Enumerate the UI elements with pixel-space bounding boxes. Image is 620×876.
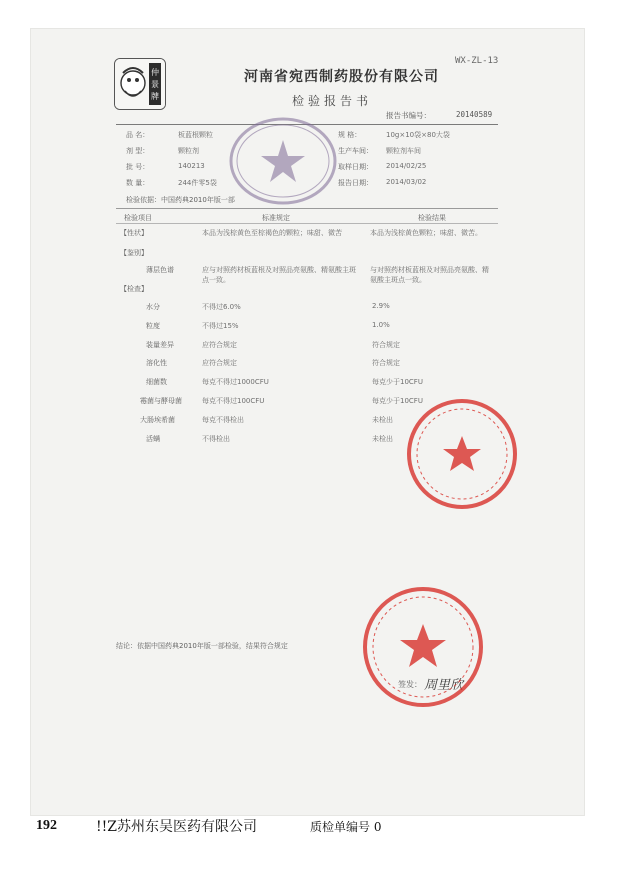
red-company-seal-upper: [404, 396, 520, 516]
qc-number-label: 质检单编号 0: [310, 820, 382, 834]
value-dosage-form: 颗粒剂: [178, 147, 199, 155]
table-row-item: 【性状】: [120, 229, 148, 237]
company-logo: [114, 58, 166, 110]
table-row-result: 每克少于10CFU: [372, 378, 423, 386]
col-header-standard: 标准规定: [262, 214, 290, 222]
report-number: 20140589: [456, 110, 493, 119]
page-number: 192: [36, 818, 57, 833]
table-row-item: 装量差异: [146, 341, 174, 349]
value-sampling-date: 2014/02/25: [386, 162, 427, 170]
label-sampling-date: 取样日期：: [338, 163, 373, 171]
report-number-label: 报告书编号：: [386, 111, 431, 120]
report-title: 检验报告书: [292, 94, 373, 108]
table-row-item: 活螨: [146, 435, 160, 443]
table-row-standard: 每克不得检出: [202, 416, 244, 424]
table-row-item: 大肠埃希菌: [140, 416, 175, 424]
footer-company: !!Z苏州东吴医药有限公司: [96, 819, 257, 835]
label-quantity: 数 量：: [126, 179, 150, 187]
table-row-result: 2.9%: [372, 302, 390, 310]
table-row-standard: 不得过15%: [202, 322, 239, 330]
table-row-item: 溶化性: [146, 359, 167, 367]
value-specification: 10g×10袋×80大袋: [386, 131, 450, 139]
label-report-date: 报告日期：: [338, 179, 373, 187]
table-row-result: 每克少于10CFU: [372, 397, 423, 405]
signature-name: 周里欣: [424, 678, 464, 693]
table-row-item: 霉菌与酵母菌: [140, 397, 182, 405]
table-row-standard: 应与对照药材板蓝根及对照品亮氨酸、精氨酸主斑点一致。: [202, 266, 356, 284]
document-code: WX-ZL-13: [455, 56, 499, 66]
signature-label: 签发：: [398, 680, 422, 689]
table-row-result: 与对照药材板蓝根及对照品亮氨酸、精氨酸主斑点一致。: [370, 266, 489, 284]
red-company-seal-lower: [360, 584, 486, 714]
svg-text:景: 景: [151, 80, 159, 89]
table-row-result: 1.0%: [372, 321, 390, 329]
inspection-seal-stamp: [228, 116, 338, 210]
table-row-standard: 应符合规定: [202, 359, 237, 367]
col-header-result: 检验结果: [418, 214, 446, 222]
table-row-result: 符合规定: [372, 341, 400, 349]
inspection-basis: 检验依据：中国药典2010年版一部: [126, 196, 235, 204]
table-row-standard: 不得检出: [202, 435, 230, 443]
value-batch-number: 140213: [178, 162, 205, 170]
table-row-result: 符合规定: [372, 359, 400, 367]
table-row-result: 本品为浅棕黄色颗粒；味甜、微苦。: [370, 229, 482, 237]
value-product-name: 板蓝根颗粒: [178, 131, 213, 139]
table-row-standard: 不得过6.0%: [202, 303, 241, 311]
label-workshop: 生产车间：: [338, 147, 373, 155]
value-quantity: 244件零5袋: [178, 179, 217, 187]
table-row-item: 粒度: [146, 322, 160, 330]
label-product-name: 品 名：: [126, 131, 150, 139]
table-row-item: 细菌数: [146, 378, 167, 386]
table-row-result: 未检出: [372, 416, 393, 424]
table-row-result: 未检出: [372, 435, 393, 443]
svg-text:牌: 牌: [151, 92, 159, 101]
table-header-rule: [116, 223, 498, 224]
table-row-standard: 本品为浅棕黄色至棕褐色的颗粒；味甜、微苦: [202, 229, 342, 237]
value-report-date: 2014/03/02: [386, 178, 427, 186]
svg-text:仲: 仲: [151, 68, 159, 77]
label-batch-number: 批 号：: [126, 163, 150, 171]
label-dosage-form: 剂 型：: [126, 147, 150, 155]
table-row-standard: 每克不得过1000CFU: [202, 378, 269, 386]
col-header-item: 检验项目: [124, 214, 152, 222]
table-row-item: 薄层色谱: [146, 266, 174, 274]
table-row-item: 水分: [146, 303, 160, 311]
table-row-item: 【检查】: [120, 285, 148, 293]
value-workshop: 颗粒剂车间: [386, 147, 421, 155]
table-row-standard: 每克不得过100CFU: [202, 397, 265, 405]
label-specification: 规 格：: [338, 131, 362, 139]
table-row-standard: 应符合规定: [202, 341, 237, 349]
company-name: 河南省宛西制药股份有限公司: [244, 69, 439, 85]
table-row-item: 【鉴别】: [120, 249, 148, 257]
conclusion: 结论：依据中国药典2010年版一部检验，结果符合规定: [116, 642, 288, 650]
